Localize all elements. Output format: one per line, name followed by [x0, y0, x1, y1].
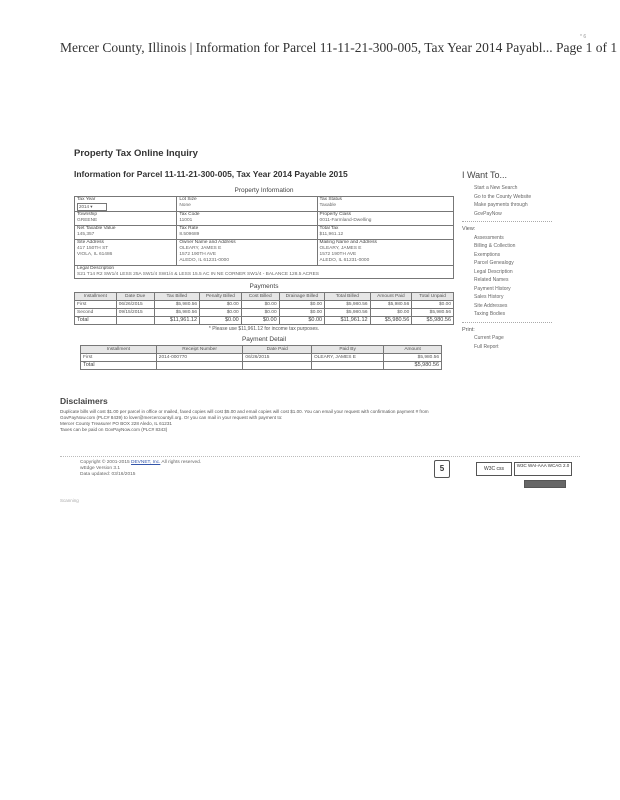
net-taxable-label: Net Taxable Value [77, 226, 116, 231]
w3c-css-badge[interactable]: W3C css [476, 462, 512, 476]
sidebar-divider [462, 322, 552, 323]
total-tax-cell [317, 226, 453, 240]
payment-detail-header-row [81, 346, 442, 354]
print-header [60, 40, 620, 56]
table-cell: $11,961.12 [154, 317, 199, 325]
table-cell: 06/26/2015 [243, 354, 312, 362]
table-cell: 09/15/2015 [116, 309, 154, 317]
table-cell: $11,961.12 [325, 317, 370, 325]
sidebar-item-payment-history[interactable]: Payment History [474, 285, 511, 292]
sidebar-divider [462, 221, 552, 222]
table-cell: Second [75, 309, 117, 317]
site-address-label: Site Address [77, 240, 104, 245]
scan-barcode [524, 480, 566, 488]
net-taxable-cell [75, 226, 177, 240]
property-class-cell [317, 212, 453, 226]
main-content [74, 148, 454, 370]
table-cell [243, 362, 312, 370]
table-cell: Total [75, 317, 117, 325]
table-cell [156, 362, 243, 370]
site-address-cell [75, 240, 177, 266]
owner-cell [177, 240, 317, 266]
tax-rate-label: Tax Rate [179, 226, 199, 231]
sidebar-item-exemptions[interactable]: Exemptions [474, 251, 501, 258]
township-label: Township [77, 212, 97, 217]
table-cell: $0.00 [279, 301, 324, 309]
payments-col-header: Drainage Billed [279, 293, 324, 301]
table-cell: First [75, 301, 117, 309]
legal-description-value: S21 T14 R2 SW1/4 LESS 25A SW1/4 SW1/4 & LESS 15.5 AC IN NE CORNER SW1/4 - BALANCE 128.5 ACRES [77, 272, 319, 277]
table-cell: $0.00 [241, 317, 279, 325]
mailing-line: 1572 190TH AVE [319, 252, 357, 257]
table-cell: $5,980.56 [384, 362, 442, 370]
table-cell: $5,980.56 [412, 309, 454, 317]
table-cell: First [81, 354, 157, 362]
income-tax-note: * Please use $11,961.12 for income tax purposes. [208, 326, 320, 332]
copyright-prefix: Copyright © 2001-2015 [80, 460, 130, 465]
tax-year-cell [75, 197, 177, 212]
table-row [75, 301, 454, 309]
parcel-heading: Information for Parcel 11-11-21-300-005, Tax Year 2014 Payable 2015 [74, 169, 348, 179]
table-cell: $0.00 [279, 309, 324, 317]
payment-detail-table [80, 345, 442, 370]
tax-rate-value: 8.509689 [179, 232, 200, 237]
payments-col-header: Amount Paid [370, 293, 412, 301]
scan-corner-mark: * 6 [580, 34, 587, 40]
sidebar-item-genealogy[interactable]: Parcel Genealogy [474, 260, 514, 266]
table-cell: 06/26/2015 [116, 301, 154, 309]
property-class-label: Property Class [319, 212, 352, 217]
disclaimer-line: Mercer County Treasurer PO BOX 228 Aledo, IL 61231 [60, 421, 172, 426]
table-cell: $5,980.56 [325, 309, 370, 317]
payment-detail-total-row [81, 362, 442, 370]
print-full-report-link[interactable]: Full Report [474, 343, 499, 350]
payment-detail-col-header: Paid By [312, 346, 384, 354]
inquiry-heading: Property Tax Online Inquiry [74, 148, 198, 159]
owner-line: OLEARY, JAMES E [179, 246, 222, 251]
tax-rate-cell [177, 226, 317, 240]
start-new-search-link[interactable]: Start a New Search [474, 185, 518, 191]
legal-description-cell [75, 266, 454, 279]
print-header-title: Mercer County, Illinois | Information for Parcel 11-11-21-300-005, Tax Year 2014 Payabl... [60, 40, 553, 55]
table-cell: $0.00 [200, 309, 242, 317]
version-text: wEdge Version 3.1 [80, 466, 121, 471]
tax-year-select[interactable]: 2014 ▾ [77, 203, 107, 211]
sidebar-item-related-names[interactable]: Related Names [474, 277, 509, 283]
sidebar-item-assessments[interactable]: Assessments [474, 234, 504, 241]
tax-year-label: Tax Year [77, 197, 96, 202]
print-label: Print: [462, 326, 475, 333]
table-cell: $0.00 [241, 309, 279, 317]
payments-col-header: Total Unpaid [412, 293, 454, 301]
site-address-line: VIOLA, IL 61486 [77, 252, 113, 257]
payment-detail-caption: Payment Detail [241, 336, 287, 343]
property-info-caption: Property Information [234, 187, 294, 194]
i-want-to-sidebar [462, 170, 592, 351]
tax-code-label: Tax Code [179, 212, 200, 217]
sidebar-item-sales-history[interactable]: Sales History [474, 294, 504, 300]
tax-status-value: Taxable [319, 203, 337, 208]
table-cell: $5,980.56 [370, 317, 412, 325]
table-cell: Total [81, 362, 157, 370]
disclaimer-line: GovPayNow.com (PLC# 8439) to lover@mercercountyil.org. Or you can mail in your request with payment to: [60, 415, 283, 420]
county-website-link[interactable]: Go to the County Website [474, 193, 532, 200]
footer [80, 460, 340, 478]
table-row [75, 309, 454, 317]
payments-col-header: Penalty Billed [200, 293, 242, 301]
owner-label: Owner Name and Address [179, 240, 236, 245]
owner-line: ALEDO, IL 61231-0000 [179, 258, 230, 263]
payment-detail-col-header: Receipt Number [156, 346, 243, 354]
table-cell: $0.00 [241, 301, 279, 309]
view-label: View: [462, 226, 476, 232]
disclaimer-line: Duplicate bills will cost $1.00 per parcel in office or mailed, faxed copies will cost $5.00 and email copies will cost $1.00. You can email your request with confirmation payment # from [60, 409, 429, 414]
mailing-cell [317, 240, 453, 266]
township-value: GREENE [77, 218, 98, 223]
tax-code-cell [177, 212, 317, 226]
make-payments-link[interactable]: Make payments through [474, 202, 528, 208]
table-cell [312, 362, 384, 370]
table-cell: $0.00 [200, 317, 242, 325]
table-cell: $5,980.56 [154, 301, 199, 309]
table-cell: $0.00 [412, 301, 454, 309]
lot-size-value: None [179, 203, 191, 208]
mailing-line: ALEDO, IL 61231-0000 [319, 258, 370, 263]
mailing-line: OLEARY, JAMES E [319, 246, 362, 251]
payments-caption: Payments [249, 283, 279, 290]
html5-icon[interactable]: 5 [434, 460, 450, 478]
table-cell: $5,980.56 [412, 317, 454, 325]
payments-header-row [75, 293, 454, 301]
payments-col-header: Total Billed [325, 293, 370, 301]
disclaimers-section [60, 396, 600, 433]
govpaynow-link[interactable]: GovPayNow [474, 210, 502, 217]
page-indicator: Page 1 of 1 [556, 40, 618, 55]
total-tax-label: Total Tax [319, 226, 339, 231]
total-tax-value: $11,961.12 [319, 232, 344, 237]
tax-code-value: 11001 [179, 218, 193, 223]
sidebar-item-site-addresses[interactable]: Site Addresses [474, 302, 508, 309]
data-updated-text: Data updated: 03/16/2015 [80, 472, 136, 477]
disclaimer-line: Taxes can be paid on GovPayNow.com (PLC# 8343) [60, 427, 168, 432]
validation-badges [420, 458, 600, 494]
lot-size-label: Lot Size [179, 197, 197, 202]
table-cell: $0.00 [370, 309, 412, 317]
table-cell: $5,980.56 [370, 301, 412, 309]
payments-col-header: Cost Billed [241, 293, 279, 301]
tax-status-cell [317, 197, 453, 212]
table-cell: $5,980.56 [154, 309, 199, 317]
table-cell: $0.00 [279, 317, 324, 325]
table-cell: $0.00 [200, 301, 242, 309]
payment-detail-col-header: Installment [81, 346, 157, 354]
township-cell [75, 212, 177, 226]
copyright-suffix: All rights reserved. [161, 460, 202, 465]
devnet-link[interactable]: DEVNET, Inc. [131, 460, 161, 465]
table-row [81, 354, 442, 362]
table-cell: OLEARY, JAMES E [312, 354, 384, 362]
sidebar-item-legal[interactable]: Legal Description [474, 268, 513, 275]
net-taxable-value: 145,357 [77, 232, 95, 237]
print-current-page-link[interactable]: Current Page [474, 335, 504, 341]
mailing-label: Mailing Name and Address [319, 240, 377, 245]
payments-table [74, 292, 454, 325]
owner-line: 1572 190TH AVE [179, 252, 217, 257]
disclaimers-heading: Disclaimers [60, 396, 108, 406]
payments-col-header: Tax Billed [154, 293, 199, 301]
tax-status-label: Tax Status [319, 197, 342, 202]
sidebar-heading: I Want To... [462, 170, 508, 180]
payment-detail-col-header: Date Paid [243, 346, 312, 354]
payments-col-header: Installment [75, 293, 117, 301]
lot-size-cell [177, 197, 317, 212]
scanner-mark: Scanning [60, 498, 79, 503]
payments-total-row [75, 317, 454, 325]
property-info-table [74, 196, 454, 279]
table-cell [116, 317, 154, 325]
site-address-line: 417 150TH ST [77, 246, 109, 251]
table-cell: 2014-000770 [156, 354, 243, 362]
sidebar-item-billing[interactable]: Billing & Collection [474, 243, 516, 249]
legal-description-label: Legal Description [77, 266, 115, 271]
w3c-wai-badge[interactable]: W3C WAI-AAA WCAG 2.0 [514, 462, 572, 476]
footer-divider [60, 456, 580, 457]
property-class-value: 0011-Farmland-Dwelling [319, 218, 372, 223]
table-cell: $5,980.56 [384, 354, 442, 362]
payment-detail-col-header: Amount [384, 346, 442, 354]
table-cell: $5,980.56 [325, 301, 370, 309]
sidebar-item-taxing-bodies[interactable]: Taxing Bodies [474, 311, 506, 317]
payments-col-header: Date Due [116, 293, 154, 301]
